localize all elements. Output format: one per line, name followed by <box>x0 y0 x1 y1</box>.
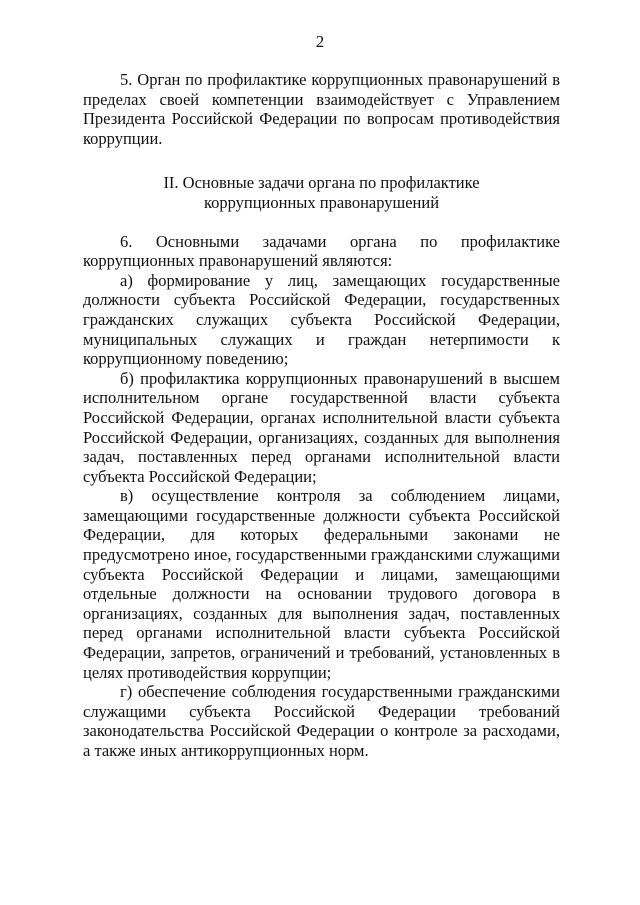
list-item-g: г) обеспечение соблюдения государственными гражданскими служащими субъекта Российской Федерации требований законодательства Российской Федерации о контроле за расходами, а также иных антикоррупционных норм. <box>83 682 560 760</box>
section-heading-line-1: II. Основные задачи органа по профилактике <box>163 173 480 193</box>
document-body <box>83 70 560 761</box>
section-heading <box>83 173 560 212</box>
list-item-a: а) формирование у лиц, замещающих государственные должности субъекта Российской Федерации, государственных гражданских служащих субъекта Российской Федерации, муниципальных служащих и граждан нетерпимости к коррупционному поведению; <box>83 270 560 369</box>
section-heading-line-2: коррупционных правонарушений <box>203 192 440 212</box>
list-item-b: б) профилактика коррупционных правонарушений в высшем исполнительном органе государственной власти субъекта Российской Федерации, органах исполнительной власти субъекта Российской Федерации, организациях, созданных для выполнения задач, поставленных перед органами исполнительной власти субъекта Российской Федерации; <box>83 368 560 486</box>
paragraph-5: 5. Орган по профилактике коррупционных правонарушений в пределах своей компетенции взаимодействует с Управлением Президента Российской Федерации по вопросам противодействия коррупции. <box>83 70 560 148</box>
list-item-v: в) осуществление контроля за соблюдением лицами, замещающими государственные должности субъекта Российской Федерации, для которых федеральными законами не предусмотрено иное, государственными гражданскими служащими субъекта Российской Федерации и лицами, замещающими отдельные должности на основании трудового договора в организациях, созданных для выполнения задач, поставленных перед органами исполнительной власти субъекта Российской Федерации, запретов, ограничений и требований, установленных в целях противодействия коррупции; <box>83 486 560 682</box>
paragraph-6: 6. Основными задачами органа по профилактике коррупционных правонарушений являются: <box>83 231 560 271</box>
page-number: 2 <box>315 32 325 51</box>
